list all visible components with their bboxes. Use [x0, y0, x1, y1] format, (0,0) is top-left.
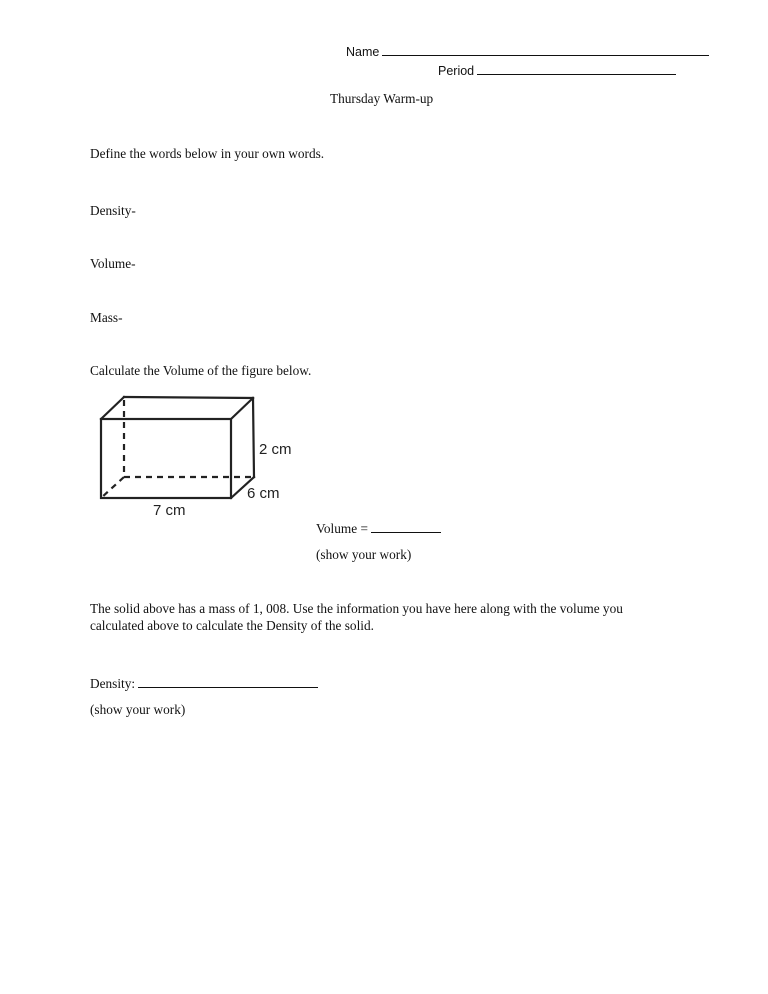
name-blank[interactable] [382, 54, 709, 56]
name-line [346, 45, 709, 59]
height-label: 2 cm [259, 441, 292, 458]
term-density: Density- [90, 203, 136, 218]
page-title: Thursday Warm-up [330, 91, 434, 106]
density-answer-line [90, 676, 318, 692]
depth-label: 6 cm [247, 485, 280, 502]
density-answer-label: Density: [90, 676, 136, 691]
density-prompt-line1: The solid above has a mass of 1, 008. Use the information you have here along with the volume you [90, 601, 623, 616]
period-blank[interactable] [477, 73, 676, 75]
name-label: Name [346, 45, 380, 59]
length-label: 7 cm [153, 502, 186, 519]
period-line [438, 64, 676, 78]
term-mass: Mass- [90, 310, 123, 325]
hidden-edge-depth [101, 477, 124, 498]
period-label: Period [438, 64, 475, 78]
define-instruction: Define the words below in your own words. [90, 146, 325, 161]
volume-show-work: (show your work) [316, 547, 412, 562]
prism-front-face [101, 419, 231, 498]
density-answer-blank[interactable] [138, 686, 318, 688]
volume-answer-blank[interactable] [371, 531, 441, 533]
density-prompt-line2: calculated above to calculate the Density of the solid. [90, 618, 374, 633]
volume-instruction: Calculate the Volume of the figure below. [90, 363, 312, 378]
density-show-work: (show your work) [90, 702, 186, 717]
rectangular-prism-figure [90, 388, 320, 520]
term-volume: Volume- [90, 256, 136, 271]
volume-answer-line [316, 521, 441, 537]
volume-answer-label: Volume = [316, 521, 368, 536]
